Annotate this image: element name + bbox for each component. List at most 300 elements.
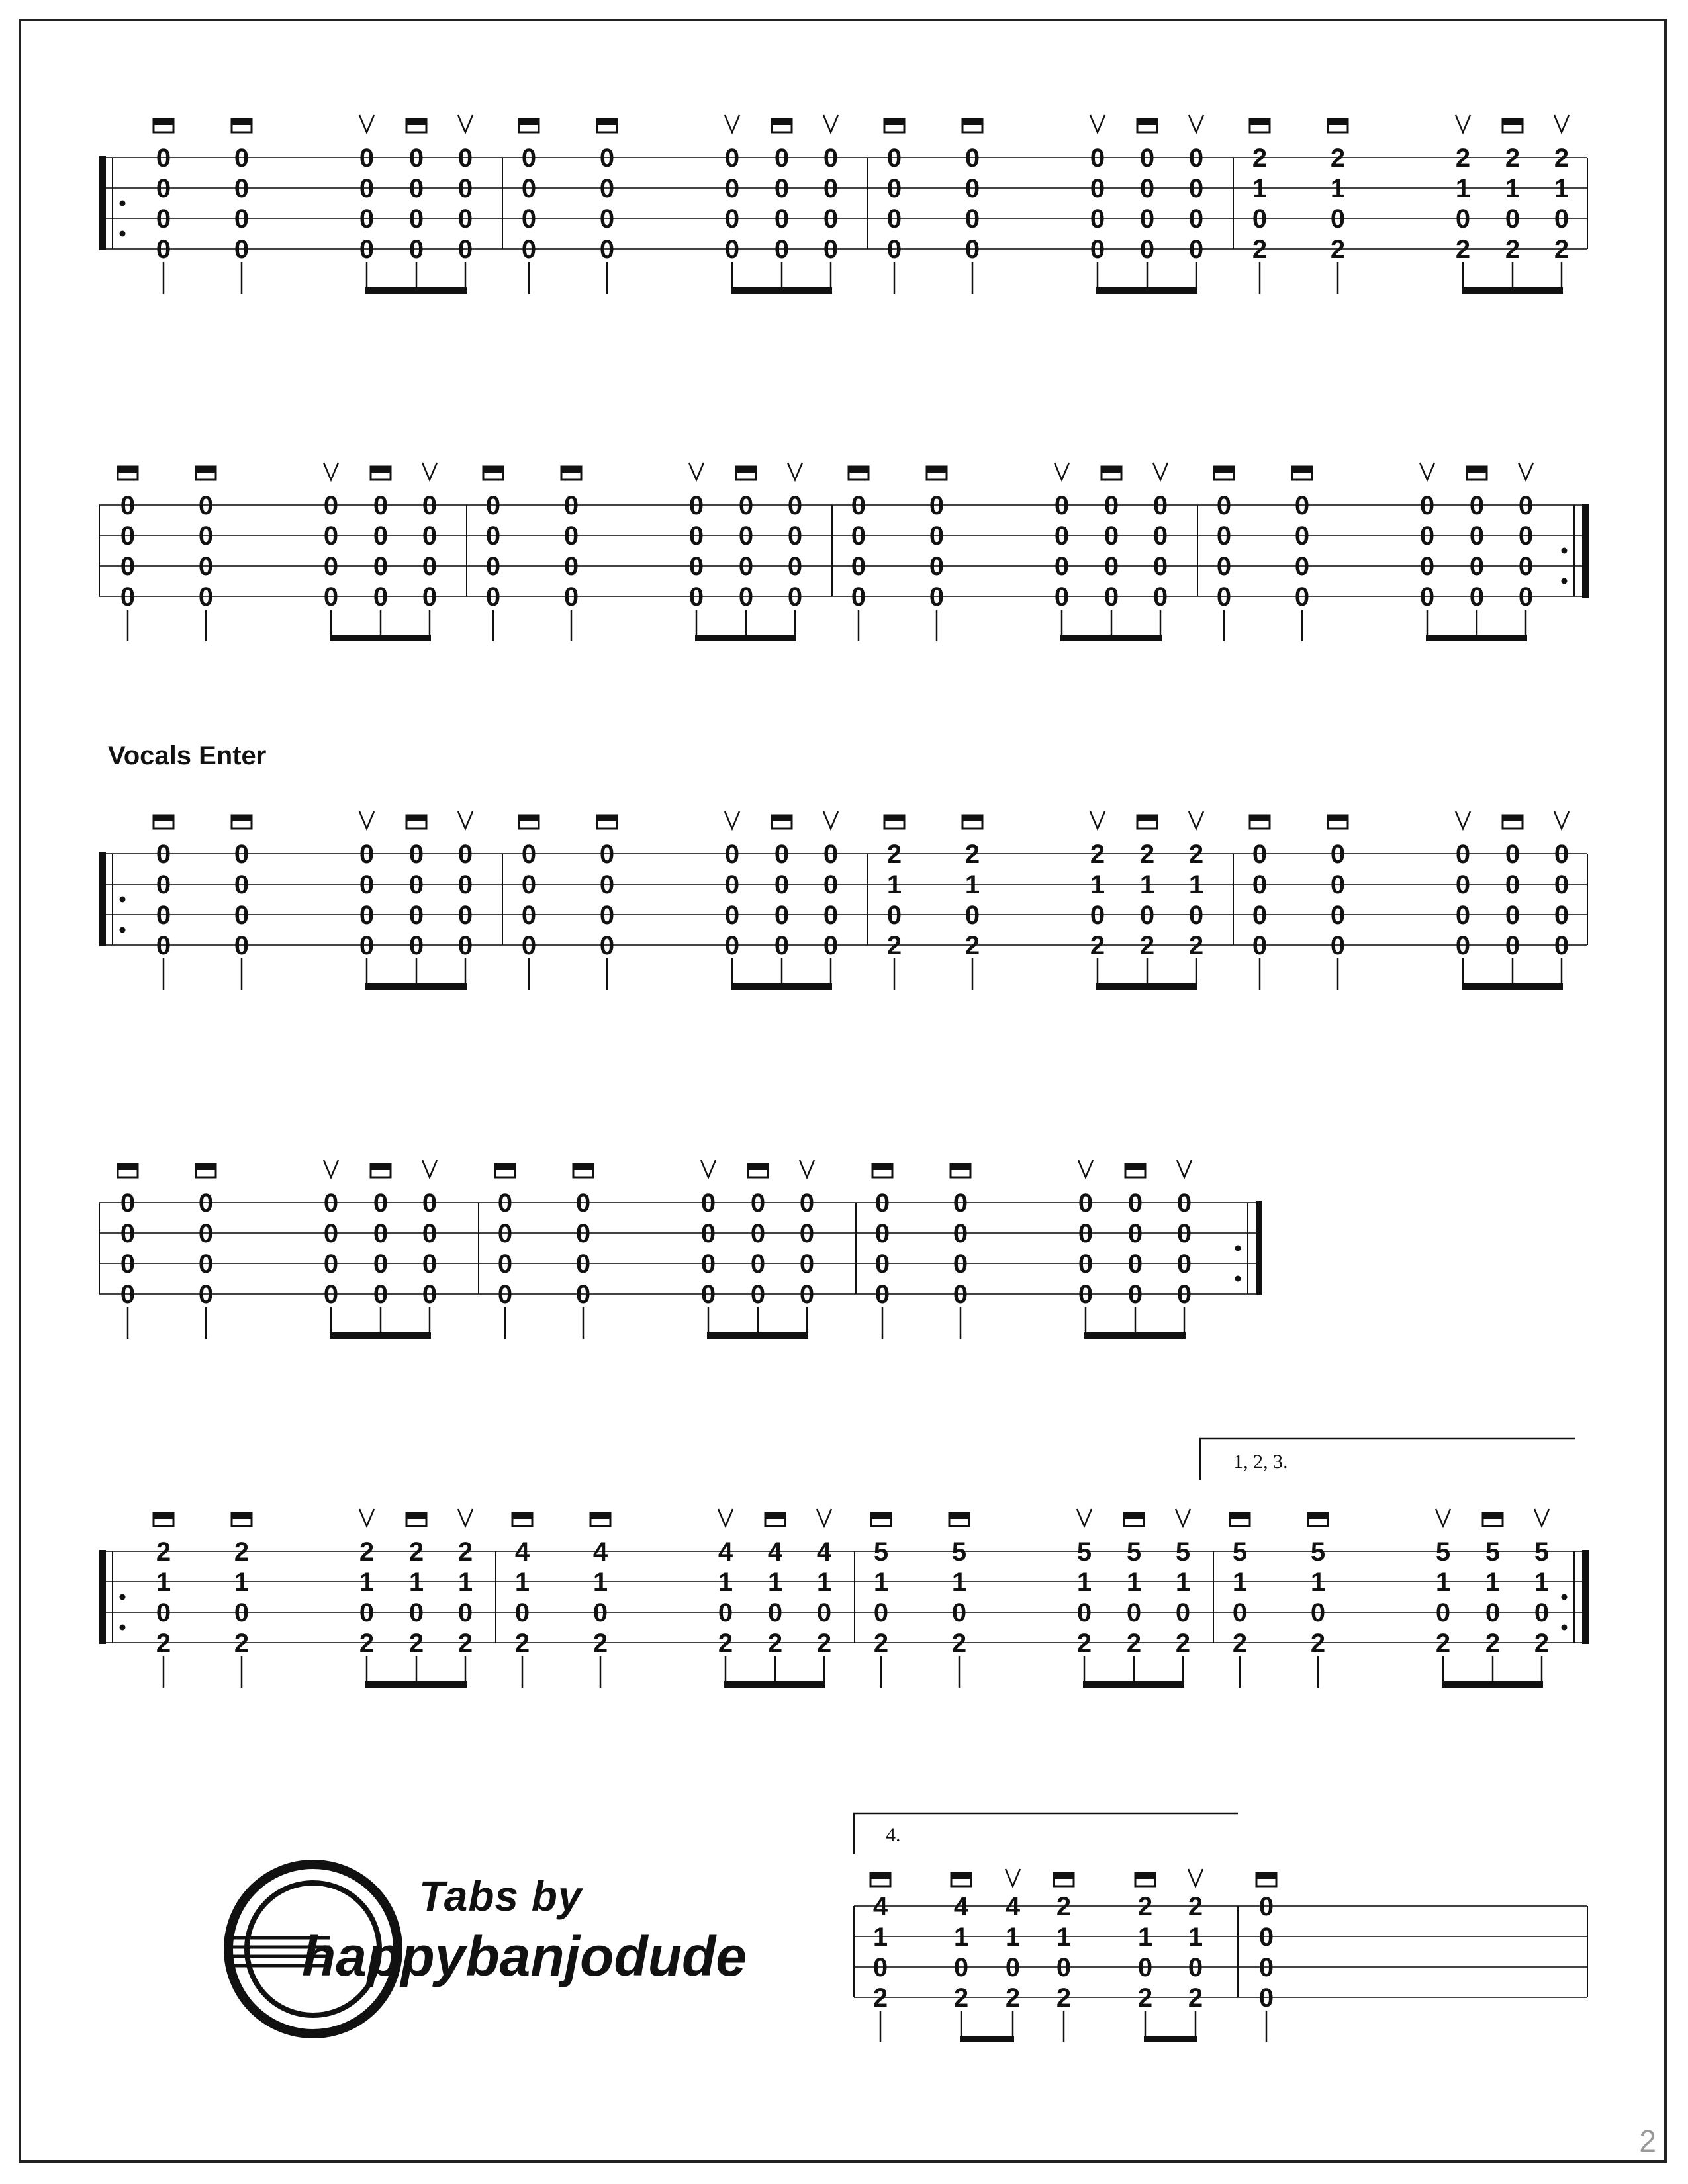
beam [695,635,796,641]
fret-number: 0 [457,174,473,203]
fret-number: 1 [1005,1923,1021,1952]
fret-number: 0 [1175,1598,1191,1627]
fret-number: 0 [1076,1598,1092,1627]
fret-number: 5 [1126,1537,1142,1567]
fret-number: 0 [521,870,537,899]
fret-number: 0 [575,1280,591,1309]
volta-bracket [854,1813,1238,1854]
fret-number: 0 [799,1189,815,1218]
fret-number: 0 [1294,522,1310,551]
fret-number: 0 [156,144,171,173]
fret-number: 0 [1188,205,1204,234]
repeat-dot [120,231,126,237]
fret-number: 0 [823,205,839,234]
fret-number: 1 [1310,1568,1326,1597]
fret-number: 2 [1005,1983,1021,2013]
fret-number: 0 [774,205,790,234]
fret-number: 0 [485,582,501,612]
beam [1462,983,1563,990]
fret-number: 0 [724,870,740,899]
fret-number: 2 [953,1983,969,2013]
fret-number: 0 [1455,931,1471,960]
fret-number: 1 [1175,1568,1191,1597]
fret-number: 1 [592,1568,608,1597]
fret-number: 0 [599,931,615,960]
fret-number: 0 [156,235,171,264]
beam [1144,2036,1197,2042]
fret-number: 1 [1232,1568,1248,1597]
fret-number: 0 [738,522,754,551]
fret-number: 1 [359,1568,375,1597]
fret-number: 0 [599,174,615,203]
fret-number: 2 [408,1629,424,1658]
fret-number: 0 [774,901,790,930]
fret-number: 2 [1175,1629,1191,1658]
fret-number: 2 [1505,144,1521,173]
fret-number: 0 [373,522,389,551]
logo-brand: happybanjodude [302,1925,747,1987]
fret-number: 0 [1505,205,1521,234]
fret-number: 2 [951,1629,967,1658]
fret-number: 0 [953,1219,968,1248]
fret-number: 0 [408,235,424,264]
fret-number: 1 [1139,870,1155,899]
fret-number: 0 [120,1189,136,1218]
fret-number: 0 [724,144,740,173]
fret-number: 2 [1534,1629,1550,1658]
fret-number: 0 [1188,1953,1203,1982]
fret-number: 2 [1139,840,1155,869]
fret-number: 0 [575,1219,591,1248]
fret-number: 0 [851,491,867,520]
tab-row-2 [99,463,1589,641]
fret-number: 0 [953,1280,968,1309]
fret-number: 0 [359,174,375,203]
fret-number: 0 [1127,1250,1143,1279]
fret-number: 0 [599,870,615,899]
repeat-dot [120,897,126,903]
fret-number: 1 [816,1568,832,1597]
repeat-dot [1562,578,1568,584]
fret-number: 2 [1554,144,1570,173]
fret-number: 5 [1076,1537,1092,1567]
repeat-end-bar [1582,504,1589,598]
repeat-dot [1562,1594,1568,1600]
fret-number: 0 [700,1219,716,1248]
repeat-dot [120,1594,126,1600]
up-stroke-icon [359,811,374,829]
fret-number: 0 [1054,491,1070,520]
fret-number: 0 [799,1219,815,1248]
fret-number: 0 [953,1953,969,1982]
repeat-start-bar [99,852,106,946]
fret-number: 0 [422,491,438,520]
fret-number: 0 [1216,582,1232,612]
fret-number: 0 [323,582,339,612]
fret-number: 2 [1056,1983,1072,2013]
fret-number: 2 [457,1537,473,1567]
fret-number: 0 [198,552,214,581]
fret-number: 0 [234,840,250,869]
fret-number: 5 [1310,1537,1326,1567]
fret-number: 0 [886,235,902,264]
fret-number: 0 [563,522,579,551]
fret-number: 0 [323,522,339,551]
fret-number: 0 [873,1598,889,1627]
fret-number: 0 [521,840,537,869]
fret-number: 0 [774,144,790,173]
tab-row-6 [854,1813,1587,2042]
fret-number: 0 [767,1598,783,1627]
fret-number: 0 [1330,840,1346,869]
up-stroke-icon [1534,1509,1549,1526]
fret-number: 1 [1076,1568,1092,1597]
fret-number: 0 [497,1280,513,1309]
fret-number: 2 [359,1537,375,1567]
fret-number: 0 [688,552,704,581]
up-stroke-icon [1519,463,1533,480]
fret-number: 0 [774,870,790,899]
fret-number: 4 [514,1537,530,1567]
fret-number: 2 [964,840,980,869]
fret-number: 5 [873,1537,889,1567]
fret-number: 0 [1554,931,1570,960]
up-stroke-icon [788,463,802,480]
fret-number: 0 [521,235,537,264]
fret-number: 0 [359,931,375,960]
fret-number: 0 [198,1280,214,1309]
fret-number: 0 [929,552,945,581]
fret-number: 2 [457,1629,473,1658]
fret-number: 0 [323,1250,339,1279]
fret-number: 0 [787,522,803,551]
repeat-start-bar [99,156,106,250]
repeat-dot [120,201,126,206]
up-stroke-icon [1090,115,1105,132]
fret-number: 0 [953,1250,968,1279]
fret-number: 1 [514,1568,530,1597]
fret-number: 0 [1330,205,1346,234]
fret-number: 0 [1103,582,1119,612]
fret-number: 0 [1216,522,1232,551]
fret-number: 0 [1152,552,1168,581]
fret-number: 0 [724,235,740,264]
fret-number: 2 [156,1629,171,1658]
fret-number: 0 [1554,870,1570,899]
fret-number: 0 [1258,1923,1274,1952]
fret-number: 0 [1139,235,1155,264]
up-stroke-icon [1006,1869,1020,1886]
fret-number: 1 [1126,1568,1142,1597]
up-stroke-icon [1176,1509,1190,1526]
fret-number: 0 [700,1280,716,1309]
fret-number: 0 [1330,870,1346,899]
fret-number: 0 [599,840,615,869]
fret-number: 2 [1455,235,1471,264]
fret-number: 0 [1139,901,1155,930]
fret-number: 2 [1126,1629,1142,1658]
up-stroke-icon [1420,463,1434,480]
repeat-start-bar [99,1550,106,1644]
repeat-dot [1562,1625,1568,1631]
volta-label: 1, 2, 3. [1233,1451,1288,1473]
up-stroke-icon [458,811,473,829]
fret-number: 0 [724,174,740,203]
fret-number: 1 [886,870,902,899]
fret-number: 0 [234,174,250,203]
fret-number: 0 [457,931,473,960]
fret-number: 0 [823,840,839,869]
fret-number: 0 [1455,870,1471,899]
fret-number: 5 [1175,1537,1191,1567]
fret-number: 0 [592,1598,608,1627]
fret-number: 0 [575,1250,591,1279]
fret-number: 5 [1534,1537,1550,1567]
fret-number: 0 [234,205,250,234]
fret-number: 0 [1252,205,1268,234]
fret-number: 0 [1419,522,1435,551]
beam [1096,983,1197,990]
fret-number: 0 [198,1250,214,1279]
fret-number: 0 [929,522,945,551]
up-stroke-icon [800,1160,814,1177]
up-stroke-icon [689,463,704,480]
fret-number: 0 [750,1219,766,1248]
up-stroke-icon [718,1509,733,1526]
up-stroke-icon [422,1160,437,1177]
fret-number: 0 [874,1189,890,1218]
fret-number: 0 [521,931,537,960]
beam [1083,1681,1184,1688]
fret-number: 2 [1137,1892,1153,1921]
up-stroke-icon [1456,115,1470,132]
fret-number: 0 [1078,1189,1094,1218]
fret-number: 2 [234,1629,250,1658]
fret-number: 0 [1054,582,1070,612]
fret-number: 0 [724,205,740,234]
fret-number: 2 [718,1629,733,1658]
fret-number: 0 [1518,552,1534,581]
fret-number: 0 [408,144,424,173]
fret-number: 0 [599,901,615,930]
fret-number: 0 [234,235,250,264]
fret-number: 0 [422,1250,438,1279]
fret-number: 2 [1139,931,1155,960]
fret-number: 0 [120,1280,136,1309]
fret-number: 0 [373,1219,389,1248]
fret-number: 0 [323,1280,339,1309]
fret-number: 2 [359,1629,375,1658]
fret-number: 0 [497,1219,513,1248]
up-stroke-icon [1436,1509,1450,1526]
fret-number: 1 [1188,870,1204,899]
fret-number: 0 [1137,1953,1153,1982]
fret-number: 1 [1188,1923,1203,1952]
beam [960,2036,1014,2042]
fret-number: 0 [1216,552,1232,581]
fret-number: 2 [1485,1629,1501,1658]
fret-number: 0 [964,174,980,203]
fret-number: 0 [688,522,704,551]
fret-number: 0 [1188,174,1204,203]
fret-number: 0 [359,235,375,264]
happybanjodude-logo [224,1860,747,2071]
fret-number: 0 [422,552,438,581]
fret-number: 0 [485,491,501,520]
fret-number: 0 [198,1189,214,1218]
up-stroke-icon [1189,811,1203,829]
fret-number: 0 [156,840,171,869]
fret-number: 0 [323,491,339,520]
fret-number: 0 [563,491,579,520]
fret-number: 0 [718,1598,733,1627]
fret-number: 0 [774,931,790,960]
fret-number: 0 [120,491,136,520]
fret-number: 0 [1090,144,1105,173]
fret-number: 0 [724,901,740,930]
fret-number: 0 [700,1250,716,1279]
fret-number: 1 [1330,174,1346,203]
fret-number: 1 [1534,1568,1550,1597]
fret-number: 1 [1056,1923,1072,1952]
fret-number: 0 [156,174,171,203]
fret-number: 2 [872,1983,888,2013]
volta-label: 4. [886,1824,901,1846]
fret-number: 0 [359,1598,375,1627]
up-stroke-icon [817,1509,831,1526]
fret-number: 0 [234,1598,250,1627]
fret-number: 0 [373,1250,389,1279]
fret-number: 0 [359,901,375,930]
fret-number: 0 [323,1189,339,1218]
fret-number: 0 [1554,840,1570,869]
fret-number: 0 [198,491,214,520]
fret-number: 0 [964,205,980,234]
fret-number: 0 [422,1280,438,1309]
up-stroke-icon [1189,115,1203,132]
fret-number: 0 [120,582,136,612]
fret-number: 0 [886,901,902,930]
fret-number: 0 [1419,582,1435,612]
fret-number: 0 [1505,840,1521,869]
fret-number: 0 [851,522,867,551]
fret-number: 0 [1518,522,1534,551]
fret-number: 1 [1505,174,1521,203]
fret-number: 1 [1090,870,1105,899]
repeat-end-bar [1582,1550,1589,1644]
fret-number: 0 [964,144,980,173]
fret-number: 0 [234,931,250,960]
fret-number: 0 [422,582,438,612]
fret-number: 5 [1435,1537,1451,1567]
fret-number: 0 [373,582,389,612]
fret-number: 0 [1090,901,1105,930]
beam [365,287,467,294]
fret-number: 0 [1176,1219,1192,1248]
up-stroke-icon [458,115,473,132]
fret-number: 0 [359,144,375,173]
up-stroke-icon [1177,1160,1192,1177]
fret-number: 0 [724,840,740,869]
fret-number: 0 [1176,1280,1192,1309]
up-stroke-icon [1055,463,1069,480]
fret-number: 4 [872,1892,888,1921]
fret-number: 0 [688,582,704,612]
tab-row-4 [99,1160,1262,1339]
repeat-dot [1235,1246,1241,1251]
beam [731,287,832,294]
repeat-end-bar [1256,1201,1262,1295]
fret-number: 0 [1152,582,1168,612]
fret-number: 0 [750,1189,766,1218]
fret-number: 0 [774,174,790,203]
fret-number: 1 [408,1568,424,1597]
fret-number: 0 [359,840,375,869]
fret-number: 2 [964,931,980,960]
fret-number: 2 [1310,1629,1326,1658]
fret-number: 0 [457,840,473,869]
up-stroke-icon [458,1509,473,1526]
fret-number: 0 [234,144,250,173]
fret-number: 2 [767,1629,783,1658]
fret-number: 0 [823,901,839,930]
up-stroke-icon [1456,811,1470,829]
fret-number: 0 [823,870,839,899]
fret-number: 0 [156,870,171,899]
fret-number: 0 [823,931,839,960]
fret-number: 0 [156,1598,171,1627]
fret-number: 0 [1518,582,1534,612]
fret-number: 2 [886,931,902,960]
beam [330,635,431,641]
fret-number: 0 [1455,901,1471,930]
fret-number: 0 [408,174,424,203]
up-stroke-icon [1090,811,1105,829]
fret-number: 0 [1103,522,1119,551]
fret-number: 0 [457,144,473,173]
fret-number: 0 [1485,1598,1501,1627]
fret-number: 0 [359,205,375,234]
beam [1096,287,1197,294]
fret-number: 0 [799,1250,815,1279]
fret-number: 0 [886,205,902,234]
fret-number: 0 [521,901,537,930]
fret-number: 0 [774,840,790,869]
fret-number: 0 [323,552,339,581]
fret-number: 0 [1056,1953,1072,1982]
beam [1084,1332,1186,1339]
fret-number: 0 [599,144,615,173]
up-stroke-icon [324,463,338,480]
fret-number: 0 [874,1219,890,1248]
beam [1442,1681,1543,1688]
fret-number: 0 [1258,1983,1274,2013]
fret-number: 0 [373,1189,389,1218]
fret-number: 0 [1554,205,1570,234]
fret-number: 0 [422,1219,438,1248]
repeat-dot [120,1625,126,1631]
fret-number: 0 [1252,870,1268,899]
fret-number: 0 [1188,144,1204,173]
fret-number: 1 [1252,174,1268,203]
fret-number: 2 [1252,144,1268,173]
fret-number: 0 [1435,1598,1451,1627]
fret-number: 0 [738,491,754,520]
fret-number: 0 [951,1598,967,1627]
fret-number: 1 [156,1568,171,1597]
fret-number: 0 [886,174,902,203]
fret-number: 0 [1127,1280,1143,1309]
